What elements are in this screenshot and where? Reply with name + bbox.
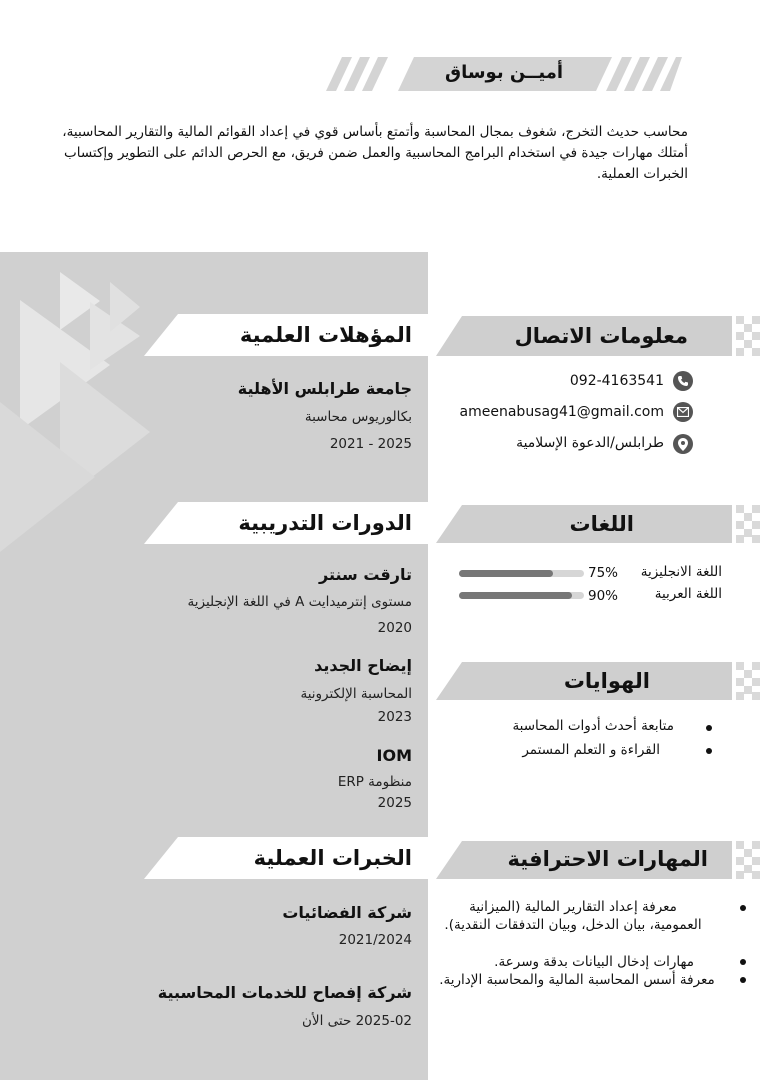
- company-period: 2025-02 حتى الأن: [301, 1013, 412, 1029]
- phone-icon: [673, 371, 693, 391]
- bullet-icon: [706, 725, 712, 731]
- skill-item: معرفة أسس المحاسبة المالية والمحاسبة الإدارية.: [439, 972, 715, 988]
- course-year: 2023: [377, 709, 412, 725]
- language-percent: 75%: [588, 565, 619, 581]
- course-year: 2025: [377, 795, 412, 811]
- language-level-fill: [459, 592, 572, 599]
- profile-summary: محاسب حديث التخرج، شغوف بمجال المحاسبة وأتمتع بأساس قوي في إعداد القوائم المالية والتقارير المحاسبية، أمتلك مهارات جيدة في استخدام البرامج المحاسبية والعمل ضمن فريق، مع الحرص الدائم على التطوير وإكتساب الخبرات العملية.: [62, 124, 688, 182]
- education-years: 2021 - 2025: [329, 436, 412, 452]
- language-level-bar: [459, 570, 584, 577]
- course-name: إيضاح الجديد: [314, 656, 412, 675]
- skill-item: معرفة إعداد التقارير المالية (الميزانية العمومية، بيان الدخل، وبيان التدفقات النقدية).: [444, 899, 702, 933]
- course-year: 2020: [377, 620, 412, 636]
- language-level-fill: [459, 570, 553, 577]
- degree-text: بكالوريوس محاسبة: [304, 409, 412, 425]
- language-level-bar: [459, 592, 584, 599]
- location-icon: [673, 434, 693, 454]
- language-name: اللغة العربية: [654, 586, 722, 602]
- hobby-item: القراءة و التعلم المستمر: [522, 742, 660, 758]
- bullet-icon: [740, 977, 746, 983]
- email-icon: [673, 402, 693, 422]
- address-text: طرابلس/الدعوة الإسلامية: [516, 435, 664, 451]
- person-name: أميــن بوساق: [444, 62, 564, 83]
- skills-title: المهارات الاحترافية: [507, 847, 708, 871]
- course-desc: مستوى إنترميدايت A في اللغة الإنجليزية: [187, 594, 412, 610]
- bullet-icon: [740, 905, 746, 911]
- company-name: شركة الفضائيات: [282, 903, 412, 922]
- course-name: تارقت سنتر: [319, 565, 412, 584]
- company-period: 2021/2024: [338, 932, 412, 948]
- hobby-item: متابعة أحدث أدوات المحاسبة: [512, 718, 674, 734]
- language-percent: 90%: [588, 588, 619, 604]
- contact-title: معلومات الاتصال: [514, 324, 688, 348]
- bullet-icon: [706, 748, 712, 754]
- phone-number[interactable]: 092-4163541: [569, 373, 664, 389]
- skill-item: مهارات إدخال البيانات بدقة وسرعة.: [494, 954, 694, 970]
- courses-title: الدورات التدريبية: [238, 511, 412, 535]
- company-name: شركة إفصاح للخدمات المحاسبية: [157, 983, 412, 1002]
- experience-title: الخبرات العملية: [253, 846, 412, 870]
- course-name: IOM: [376, 746, 412, 765]
- language-name: اللغة الانجليزية: [640, 564, 722, 580]
- course-desc: المحاسبة الإلكترونية: [300, 686, 412, 702]
- education-title: المؤهلات العلمية: [239, 323, 412, 347]
- languages-title: اللغات: [569, 512, 634, 536]
- university-name: جامعة طرابلس الأهلية: [237, 379, 412, 398]
- email-address[interactable]: ameenabusag41@gmail.com: [459, 404, 664, 420]
- hobbies-title: الهوايات: [563, 669, 650, 693]
- bullet-icon: [740, 959, 746, 965]
- course-desc: منظومة ERP: [337, 774, 412, 790]
